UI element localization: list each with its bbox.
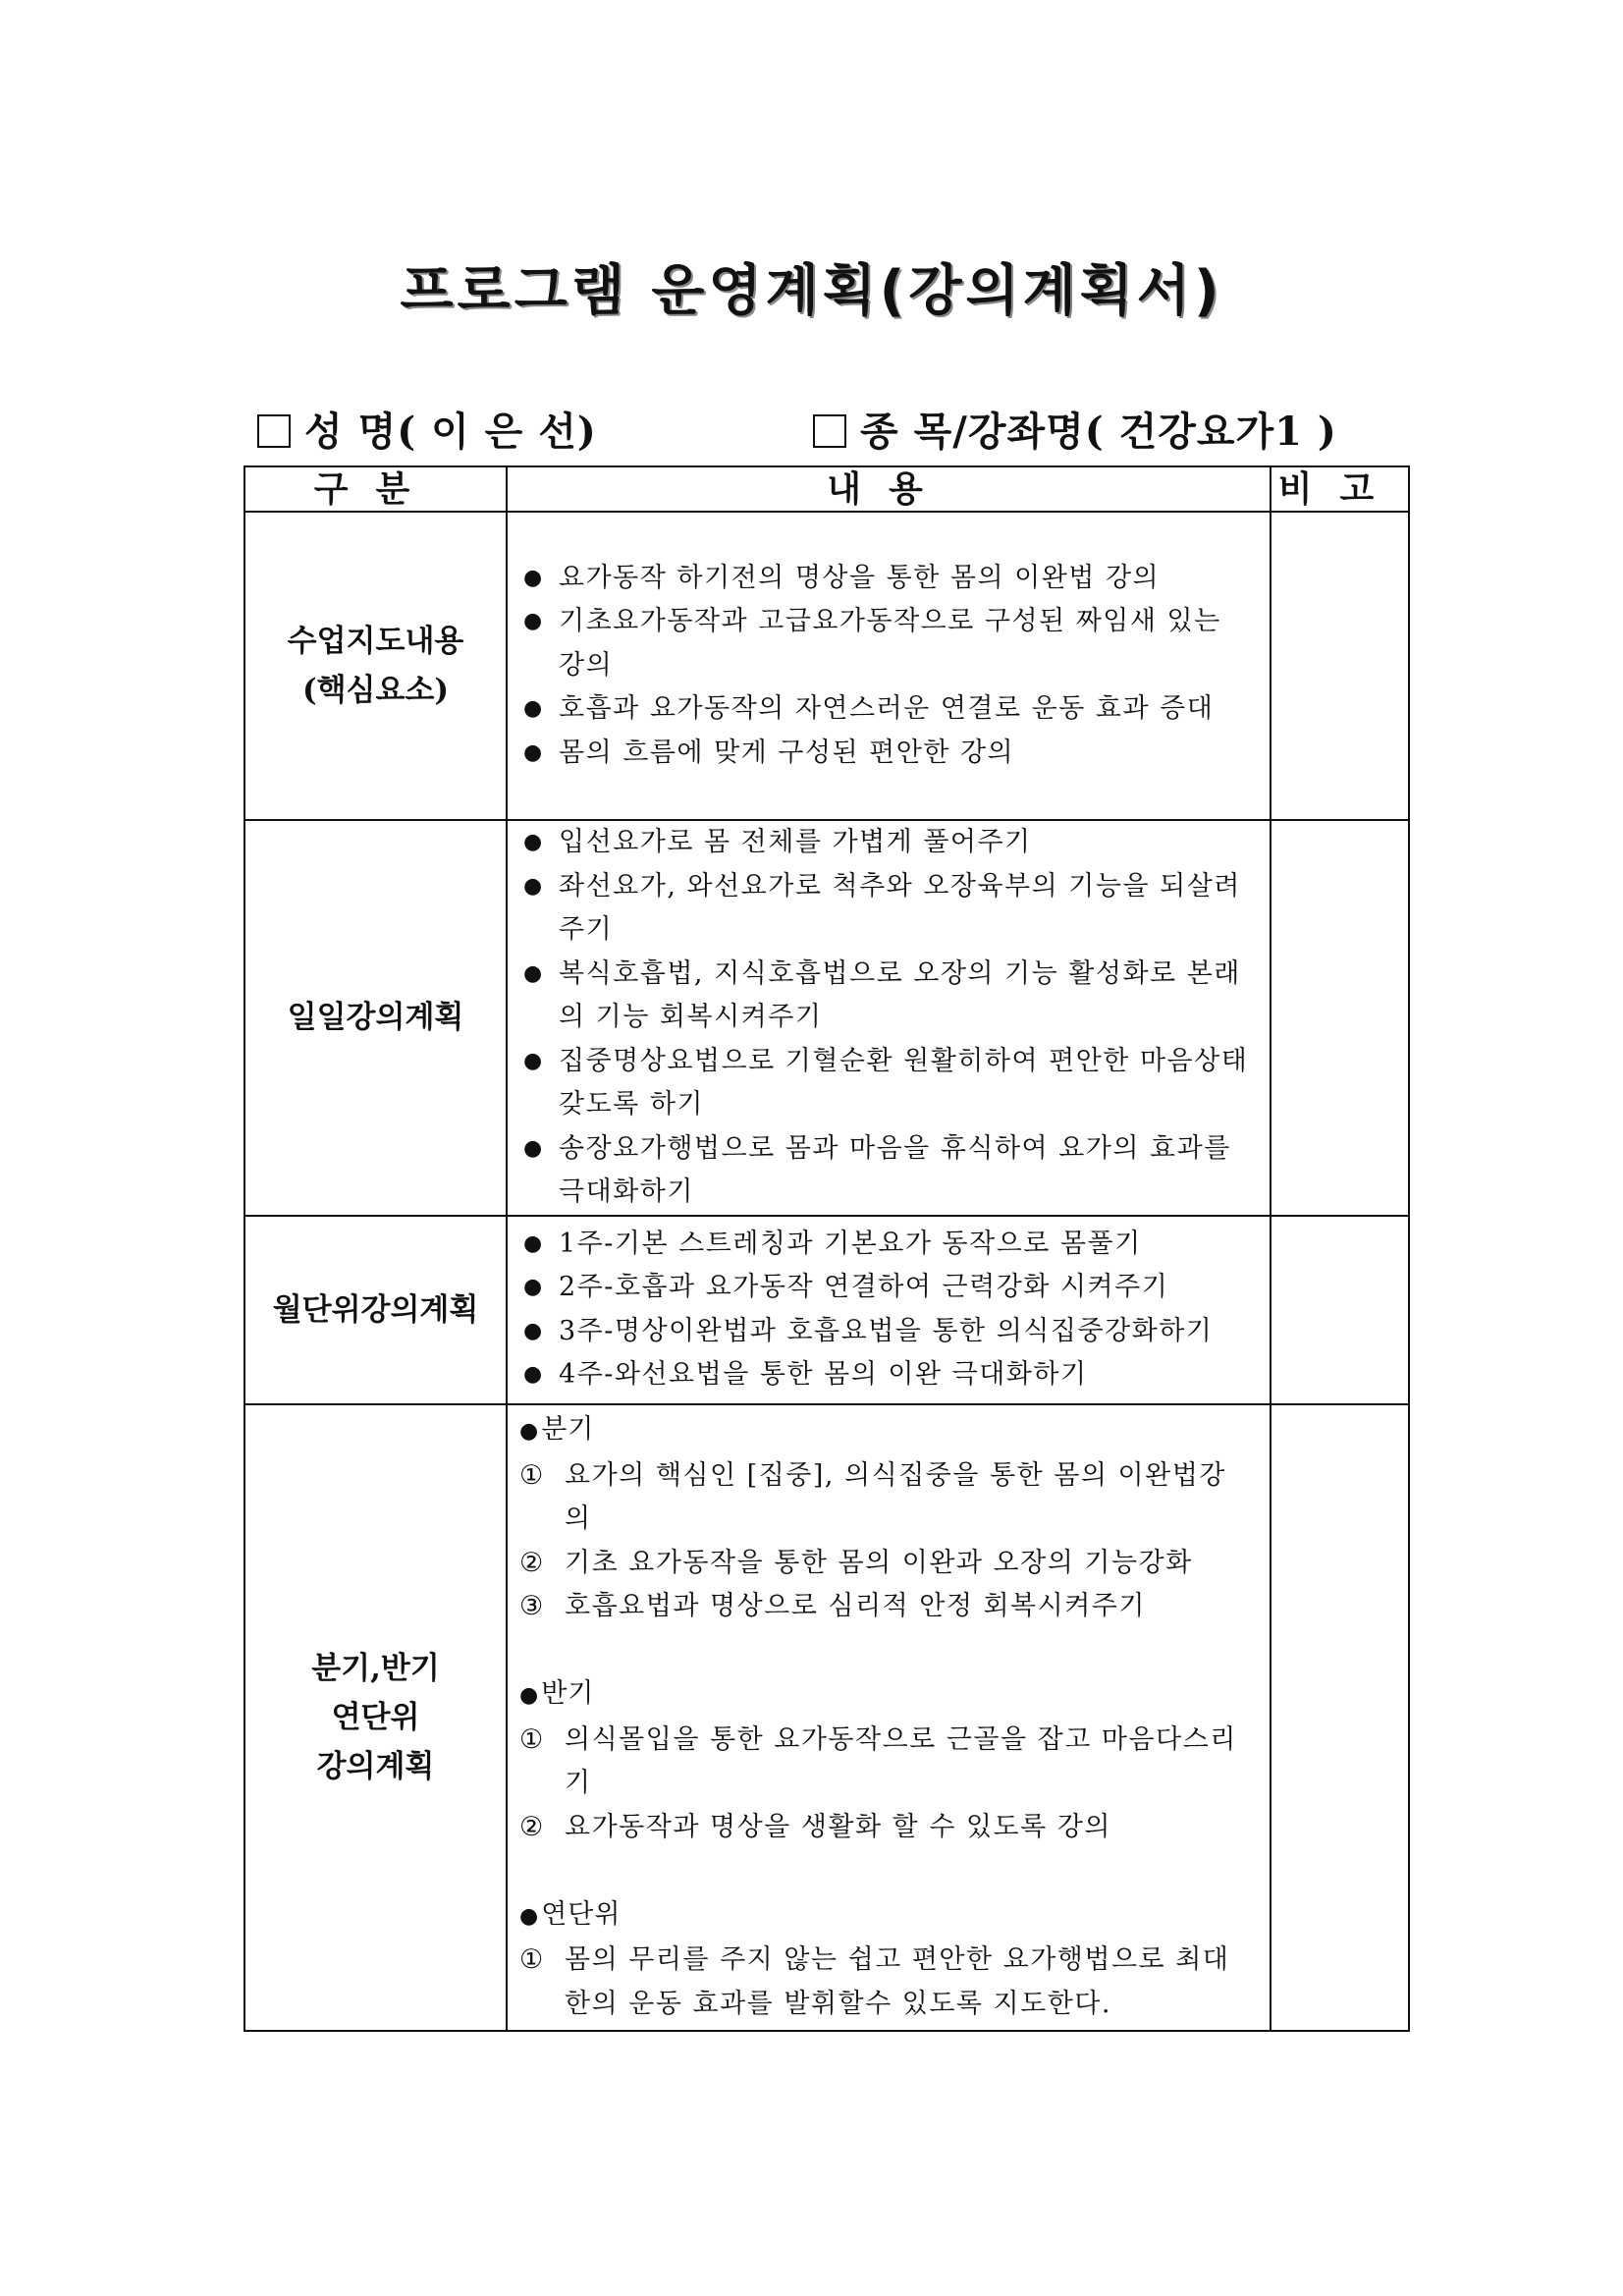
list-item: ● 요가동작 하기전의 명상을 통한 몸의 이완법 강의 <box>519 557 1250 601</box>
instructor-name-field <box>257 401 597 457</box>
category-line: (핵심요소) <box>301 673 450 708</box>
row-content <box>507 512 1271 820</box>
category-line: 일일강의계획 <box>287 1000 464 1036</box>
checkbox-square <box>257 414 291 448</box>
name-value: ( 이 은 선) <box>397 409 597 455</box>
numbered-item: ② 요가동작과 명상을 생활화 할 수 있도록 강의 <box>519 1811 1111 1842</box>
section-heading: ●반기 <box>519 1678 595 1709</box>
list-item: ● 몸의 흐름에 맞게 구성된 편안한 강의 <box>519 732 1250 776</box>
section-heading: ●분기 <box>519 1414 595 1445</box>
lecture-plan-table <box>243 465 1410 2032</box>
row-content <box>507 1404 1271 2031</box>
list-item: ● 4주-와선요법을 통한 몸의 이완 극대화하기 <box>519 1353 1250 1397</box>
list-item: ● 복식호흡법, 지식호흡법으로 오장의 기능 활성화로 본래의 기능 회복시켜주기 <box>519 953 1250 1040</box>
category-line: 월단위강의계획 <box>272 1291 479 1328</box>
list-item: ● 1주-기본 스트레칭과 기본요가 동작으로 몸풀기 <box>519 1223 1250 1267</box>
row-note <box>1271 512 1409 820</box>
document-title: 프로그램 운영계획(강의계획서) <box>400 259 1223 323</box>
row-category <box>244 1216 507 1404</box>
list-item: ● 기초요가동작과 고급요가동작으로 구성된 짜임새 있는 강의 <box>519 600 1250 687</box>
table-header-row <box>244 466 1409 512</box>
table-row <box>244 1404 1409 2031</box>
category-line: 연단위 <box>331 1699 420 1735</box>
row-category <box>244 512 507 820</box>
row-note <box>1271 1404 1409 2031</box>
numbered-item: ① 의식몰입을 통한 요가동작으로 근골을 잡고 마음다스리기 <box>519 1723 1237 1798</box>
name-label: 성 명 <box>304 409 398 455</box>
row-note <box>1271 820 1409 1216</box>
table-row <box>244 820 1409 1216</box>
row-category <box>244 1404 507 2031</box>
category-line: 분기,반기 <box>311 1650 440 1686</box>
table-row <box>244 1216 1409 1404</box>
list-item: ● 입선요가로 몸 전체를 가볍게 풀어주기 <box>519 821 1250 865</box>
table-row <box>244 512 1409 820</box>
header-category: 구분 <box>244 466 507 512</box>
list-item: ● 3주-명상이완법과 호흡요법을 통한 의식집중강화하기 <box>519 1310 1250 1354</box>
numbered-item: ① 요가의 핵심인 [집중], 의식집중을 통한 몸의 이완법강의 <box>519 1459 1226 1534</box>
course-name-field <box>813 401 1337 457</box>
numbered-item: ① 몸의 무리를 주지 않는 쉽고 편안한 요가행법으로 최대한의 운동 효과를 발휘할수 있도록 지도한다. <box>519 1944 1230 2019</box>
row-category <box>244 820 507 1216</box>
header-note: 비고 <box>1271 466 1409 512</box>
list-item: ● 좌선요가, 와선요가로 척추와 오장육부의 기능을 되살려주기 <box>519 865 1250 953</box>
row-content <box>507 1216 1271 1404</box>
category-line: 강의계획 <box>316 1748 435 1784</box>
checkbox-square <box>813 414 846 448</box>
list-item: ● 호흡과 요가동작의 자연스러운 연결로 운동 효과 증대 <box>519 687 1250 732</box>
list-item: ● 송장요가행법으로 몸과 마음을 휴식하여 요가의 효과를 극대화하기 <box>519 1127 1250 1215</box>
numbered-item: ③ 호흡요법과 명상으로 심리적 안정 회복시켜주기 <box>519 1591 1146 1621</box>
course-value: ( 건강요가1 ) <box>1084 409 1337 455</box>
course-label: 종 목/강좌명 <box>860 409 1085 455</box>
numbered-item: ② 기초 요가동작을 통한 몸의 이완과 오장의 기능강화 <box>519 1547 1193 1578</box>
header-content: 내용 <box>507 466 1271 512</box>
category-line: 수업지도내용 <box>287 624 464 659</box>
section-heading: ●연단위 <box>519 1898 622 1930</box>
list-item: ● 집중명상요법으로 기혈순환 원활히하여 편안한 마음상태 갖도록 하기 <box>519 1040 1250 1127</box>
row-note <box>1271 1216 1409 1404</box>
list-item: ● 2주-호흡과 요가동작 연결하여 근력강화 시켜주기 <box>519 1266 1250 1310</box>
row-content <box>507 820 1271 1216</box>
